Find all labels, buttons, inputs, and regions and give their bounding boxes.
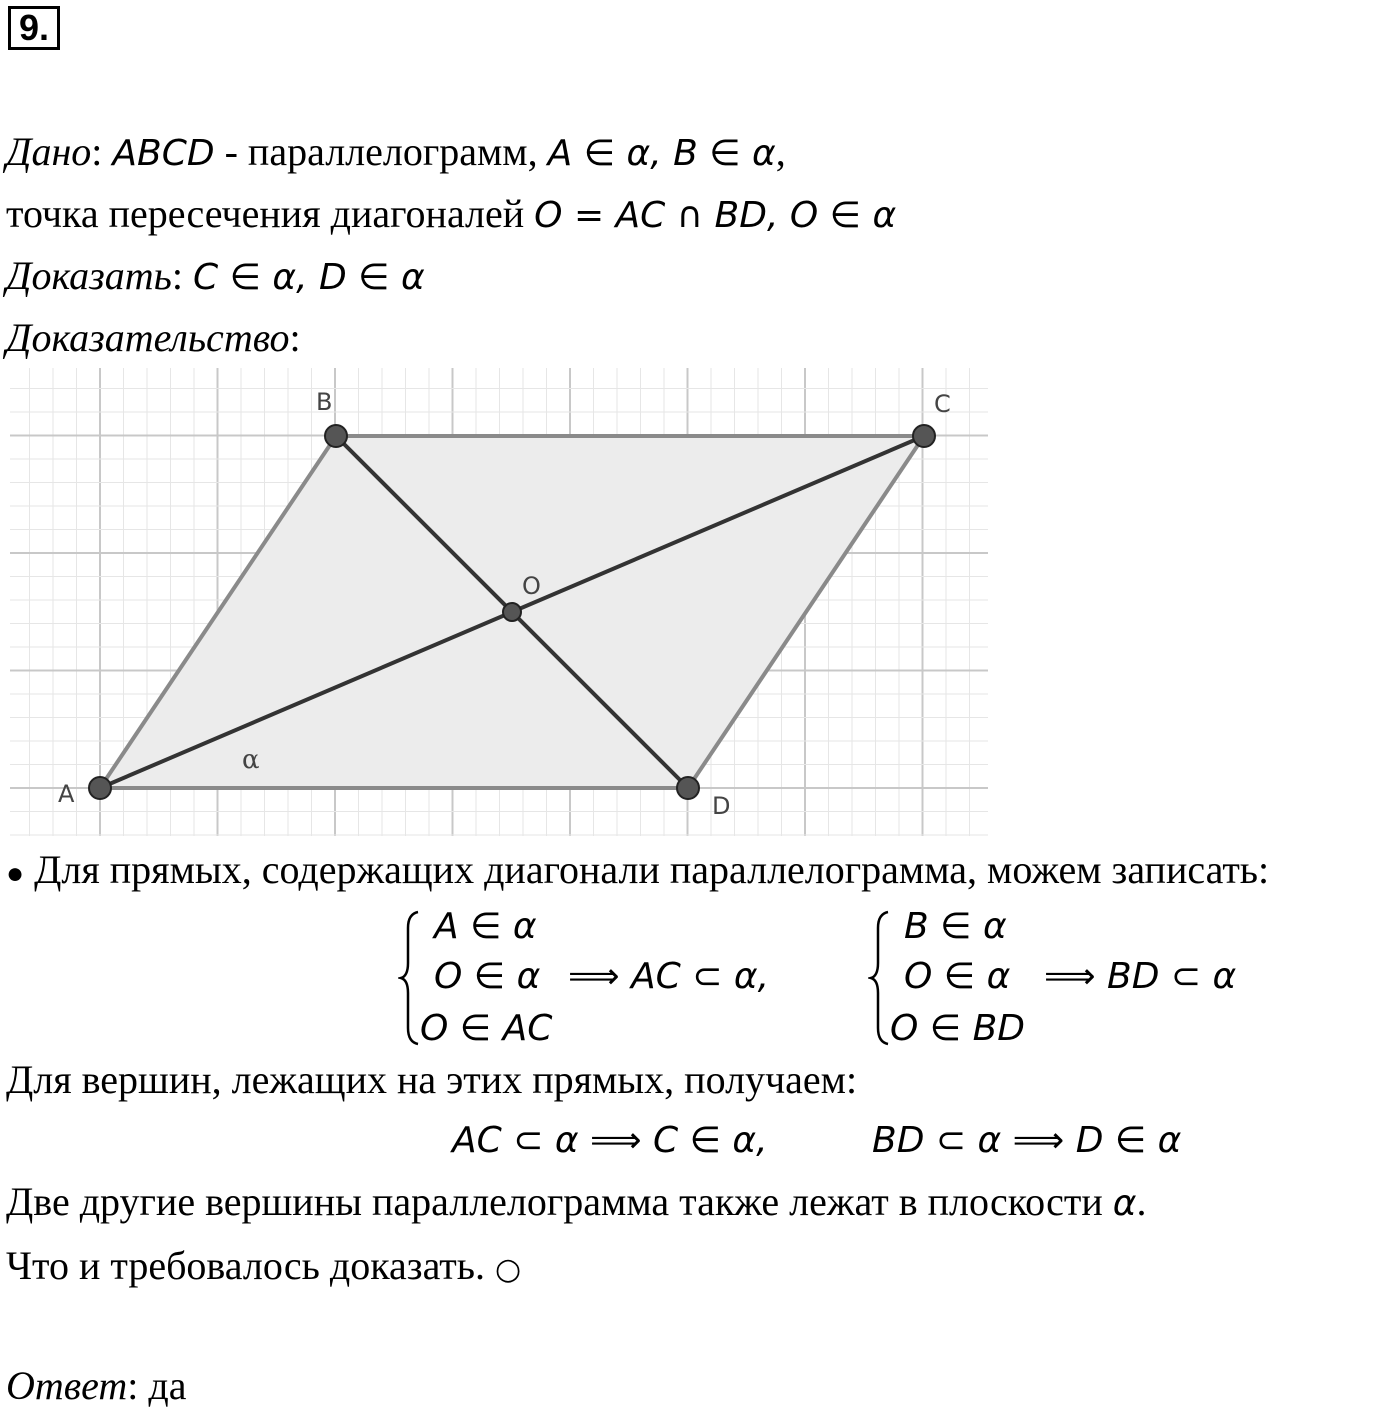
given-line-2-text: точка пересечения диагоналей xyxy=(6,191,535,236)
given-label: Дано xyxy=(6,129,92,174)
system1-row-2: O ∈ α xyxy=(434,956,541,997)
answer-label: Ответ xyxy=(6,1363,128,1408)
step3-line: Две другие вершины параллелограмма также лежат в плоскости α. xyxy=(6,1179,1147,1224)
label-o: O xyxy=(522,572,541,600)
label-alpha: α xyxy=(242,745,260,775)
point-b xyxy=(325,425,347,447)
label-b: B xyxy=(316,388,333,416)
given-line-1: Дано: ABCD - параллелограмм, A ∈ α, B ∈ α, xyxy=(6,129,786,174)
system2-row-1: B ∈ α xyxy=(904,906,1007,947)
brace-1-icon xyxy=(398,908,422,1048)
step1-line xyxy=(6,846,1269,898)
system2-row-3: O ∈ BD xyxy=(890,1008,1025,1049)
given-figure: ABCD xyxy=(112,133,215,174)
system2-result: ⟹ BD ⊂ α xyxy=(1044,956,1237,997)
system2-row-2: O ∈ α xyxy=(904,956,1011,997)
proof-label: Доказательство xyxy=(6,315,290,360)
prove-line: Доказать: C ∈ α, D ∈ α xyxy=(6,253,425,298)
step2-formula-2: BD ⊂ α ⟹ D ∈ α xyxy=(872,1120,1182,1161)
system1-row-1: A ∈ α xyxy=(434,906,537,947)
given-text: - параллелограмм, xyxy=(214,129,548,174)
system1-row-3: O ∈ AC xyxy=(420,1008,553,1049)
step2-text: Для вершин, лежащих на этих прямых, получаем: xyxy=(6,1057,858,1102)
conclusion-line xyxy=(6,1242,521,1294)
step3-text: Две другие вершины параллелограмма также лежат в плоскости xyxy=(6,1179,1113,1224)
point-o xyxy=(503,603,521,621)
parallelogram-diagram xyxy=(10,368,990,838)
step2-formula-1: AC ⊂ α ⟹ C ∈ α, xyxy=(452,1120,768,1161)
given-line-2-math: O = AC ∩ BD, O ∈ α xyxy=(534,195,897,236)
system1-result: ⟹ AC ⊂ α, xyxy=(568,956,770,997)
answer-line: Ответ: да xyxy=(6,1363,187,1408)
step1-text: Для прямых, содержащих диагонали параллелограмма, можем записать: xyxy=(24,847,1270,892)
step3-math: α xyxy=(1112,1183,1137,1224)
answer-value: да xyxy=(148,1363,187,1408)
label-c: C xyxy=(934,390,951,418)
bullet-icon: ● xyxy=(6,857,25,890)
given-line-2 xyxy=(6,190,896,240)
point-a xyxy=(89,777,111,799)
proof-line: Доказательство: xyxy=(6,315,301,360)
conclusion-text: Что и требовалось доказать. xyxy=(6,1243,496,1288)
label-d: D xyxy=(712,792,731,820)
brace-2-icon xyxy=(868,908,892,1048)
given-conditions: A ∈ α, B ∈ α xyxy=(547,133,776,174)
prove-math: C ∈ α, D ∈ α xyxy=(192,257,425,298)
label-a: A xyxy=(58,780,75,808)
point-d xyxy=(677,777,699,799)
prove-label: Доказать xyxy=(6,253,172,298)
problem-number: 9. xyxy=(8,6,60,50)
qed-circle-icon: ○ xyxy=(495,1252,522,1287)
point-c xyxy=(913,425,935,447)
